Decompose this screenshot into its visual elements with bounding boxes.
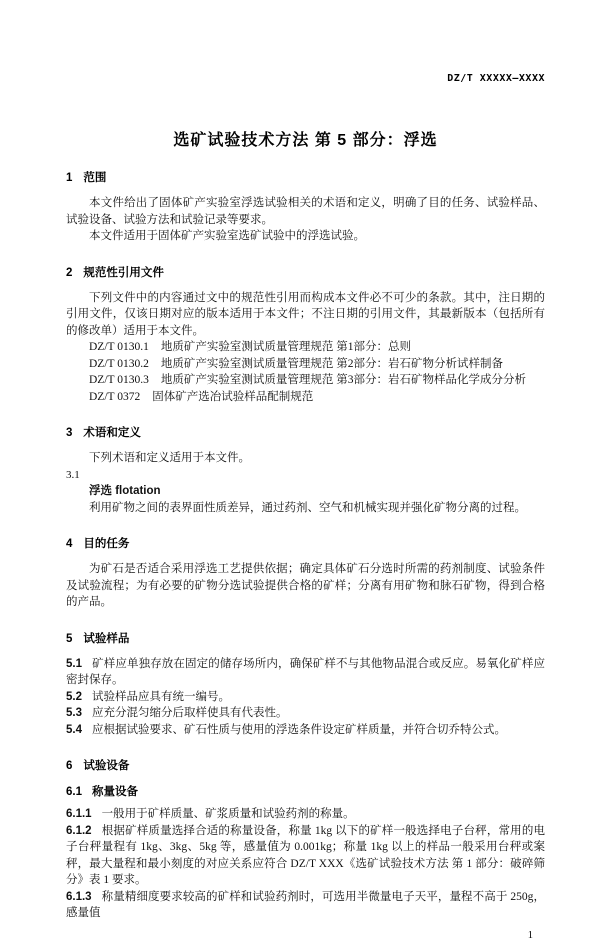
subsection-number: 6.1: [66, 786, 82, 798]
paragraph: 下列文件中的内容通过文中的规范性引用而构成本文件必不可少的条款。其中，注日期的引用文件，仅该日期对应的版本适用于本文件；不注日期的引用文件，其最新版本（包括所有的修改单）适用于本文件。: [66, 291, 545, 337]
reference-code: DZ/T 0130.1: [89, 341, 149, 353]
section-scope: [66, 169, 545, 245]
clause: [66, 806, 545, 823]
clause-number: 5.4: [66, 723, 82, 736]
section-purpose-tasks: [66, 535, 545, 611]
paragraph: 为矿石是否适合采用浮选工艺提供依据；确定具体矿石分选时所需的药剂制度、试验条件及试验流程；为有必要的矿物分选试验提供合格的矿样；分离有用矿物和脉石矿物，得到合格的产品。: [66, 563, 545, 608]
document-title: 选矿试验技术方法 第 5 部分：浮选: [173, 132, 438, 149]
reference-item: [66, 389, 545, 406]
clause: [66, 823, 545, 889]
clause-number: 6.1.1: [66, 808, 92, 820]
clause-text: 称量精细度要求较高的矿样和试验药剂时，可选用半微量电子天平，量程不高于 250g，感量值: [66, 890, 545, 919]
clause-text: 应充分混匀缩分后取样使具有代表性。: [92, 707, 288, 719]
section-normative-references: [66, 264, 545, 406]
section-title: 术语和定义: [83, 427, 141, 439]
clause-number: 5.3: [66, 707, 82, 719]
reference-item: [66, 339, 545, 356]
page-header: [66, 68, 545, 82]
clause-number: 5.2: [66, 690, 82, 703]
section-number: 3: [66, 427, 73, 439]
section-terms-definitions: [66, 424, 545, 516]
clause: [66, 705, 545, 722]
section-number: 5: [66, 632, 73, 645]
paragraph: 本文件给出了固体矿产实验室浮选试验相关的术语和定义，明确了目的任务、试验样品、试验设备、试验方法和试验记录等要求。: [66, 197, 545, 226]
clause: [66, 656, 545, 689]
clause: [66, 689, 545, 706]
subsection-title: 称量设备: [92, 786, 138, 798]
section-title: 范围: [83, 172, 107, 184]
section-number: 2: [66, 266, 73, 279]
clause-text: 试验样品应具有统一编号。: [92, 690, 230, 703]
clause: [66, 889, 545, 922]
section-heading: [66, 264, 545, 280]
section-title: 试验样品: [83, 632, 130, 645]
clause-number: 6.1.3: [66, 890, 92, 903]
clause-number: 5.1: [66, 657, 82, 670]
section-heading: [66, 757, 545, 773]
section-number: 1: [66, 172, 73, 184]
section-test-equipment: [66, 757, 545, 922]
section-heading: [66, 630, 545, 646]
term-definition: 利用矿物之间的表界面性质差异，通过药剂、空气和机械实现并强化矿物分离的过程。: [89, 501, 526, 514]
reference-title: 地质矿产实验室测试质量管理规范 第3部分：岩石矿物样品化学成分分析: [160, 374, 526, 386]
section-title: 目的任务: [83, 538, 130, 550]
clause-text: 矿样应单独存放在固定的储存场所内，确保矿样不与其他物品混合或反应。易氧化矿样应密封保存。: [66, 657, 545, 686]
clause-text: 根据矿样质量选择合适的称量设备，称量 1kg 以下的矿样一般选择电子台秤，常用的电子台秤量程有 1kg、3kg、5kg 等，感量值为 0.001kg；称量 1kg 以上的样品一般采用台秤或案秤，最大量程和最小刻度的对应关系应符合 DZ/T XXX《选矿试验技术方法 第 1 部分：破碎筛分》表 1 要求。: [66, 824, 545, 886]
clause-text: 应根据试验要求、矿石性质与使用的浮选条件设定矿样质量，并符合切乔特公式。: [92, 723, 506, 736]
clause-number: 6.1.2: [66, 824, 92, 837]
reference-code: DZ/T 0130.2: [89, 357, 149, 370]
reference-item: [66, 372, 545, 389]
term-number: 3.1: [66, 468, 80, 481]
reference-code: DZ/T 0130.3: [89, 374, 149, 386]
standard-code: DZ/T XXXXX—XXXX: [447, 73, 545, 84]
page-number: 1: [527, 929, 533, 941]
section-number: 4: [66, 538, 73, 550]
paragraph: 下列术语和定义适用于本文件。: [89, 452, 250, 464]
section-number: 6: [66, 760, 73, 772]
section-heading: [66, 535, 545, 551]
reference-item: [66, 356, 545, 373]
reference-code: DZ/T 0372: [89, 390, 141, 403]
clause-text: 一般用于矿样质量、矿浆质量和试验药剂的称量。: [101, 808, 355, 820]
reference-title: 地质矿产实验室测试质量管理规范 第2部分：岩石矿物分析试样制备: [160, 357, 503, 370]
subsection-heading: [66, 783, 545, 799]
section-heading: [66, 169, 545, 185]
term-name: 浮选 flotation: [89, 485, 161, 497]
paragraph: 本文件适用于固体矿产实验室选矿试验中的浮选试验。: [89, 230, 365, 242]
section-title: 试验设备: [83, 760, 130, 772]
section-title: 规范性引用文件: [83, 266, 164, 279]
reference-title: 固体矿产选冶试验样品配制规范: [152, 390, 314, 403]
section-heading: [66, 424, 545, 440]
section-test-samples: [66, 630, 545, 739]
clause: [66, 722, 545, 739]
reference-title: 地质矿产实验室测试质量管理规范 第1部分：总则: [160, 341, 411, 353]
